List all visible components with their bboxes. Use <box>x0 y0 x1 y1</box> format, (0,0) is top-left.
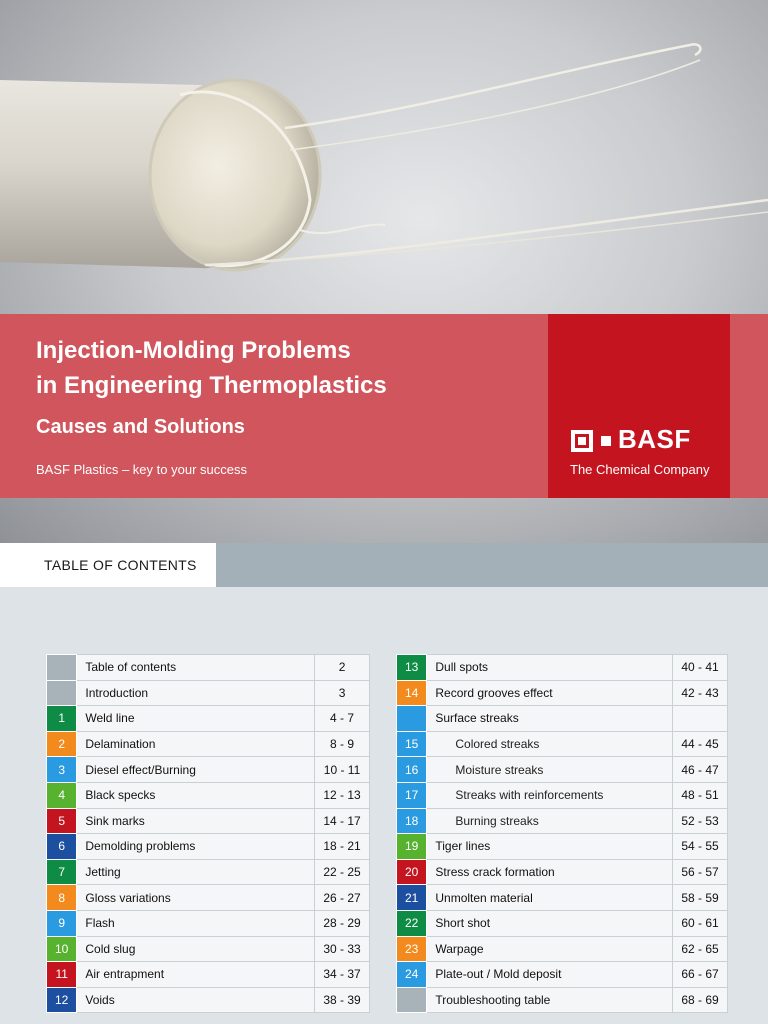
chapter-number-badge: 23 <box>397 936 427 962</box>
toc-row[interactable] <box>397 834 728 860</box>
chapter-title[interactable]: Weld line <box>77 706 315 732</box>
chapter-title[interactable]: Streaks with reinforcements <box>427 782 673 808</box>
chapter-title[interactable]: Plate-out / Mold deposit <box>427 962 673 988</box>
chapter-pages: 2 <box>315 655 369 681</box>
chapter-number-badge: 5 <box>47 808 77 834</box>
basf-logo-subtitle: The Chemical Company <box>570 462 710 477</box>
toc-table-left <box>46 654 370 1013</box>
toc-row[interactable] <box>47 859 370 885</box>
chapter-pages: 44 - 45 <box>673 731 727 757</box>
chapter-title[interactable]: Jetting <box>77 859 315 885</box>
chapter-pages: 54 - 55 <box>673 834 727 860</box>
toc-row[interactable] <box>397 936 728 962</box>
toc-row[interactable] <box>47 910 370 936</box>
chapter-pages: 18 - 21 <box>315 834 369 860</box>
chapter-pages: 66 - 67 <box>673 962 727 988</box>
chapter-pages: 14 - 17 <box>315 808 369 834</box>
toc-row[interactable] <box>397 706 728 732</box>
basf-logo-text: BASF <box>618 424 691 454</box>
chapter-pages: 4 - 7 <box>315 706 369 732</box>
toc-row[interactable] <box>397 655 728 681</box>
toc-header-label: TABLE OF CONTENTS <box>44 557 197 573</box>
chapter-title[interactable]: Burning streaks <box>427 808 673 834</box>
toc-row[interactable] <box>47 655 370 681</box>
chapter-pages: 30 - 33 <box>315 936 369 962</box>
chapter-pages: 34 - 37 <box>315 962 369 988</box>
chapter-number-badge: 11 <box>47 962 77 988</box>
toc-row[interactable] <box>397 885 728 911</box>
chapter-title[interactable]: Air entrapment <box>77 962 315 988</box>
chapter-number-badge <box>47 655 77 681</box>
toc-row[interactable] <box>47 757 370 783</box>
toc-row[interactable] <box>397 731 728 757</box>
chapter-number-badge: 12 <box>47 987 77 1013</box>
chapter-number-badge: 6 <box>47 834 77 860</box>
chapter-title[interactable]: Table of contents <box>77 655 315 681</box>
chapter-number-badge: 13 <box>397 655 427 681</box>
chapter-title[interactable]: Flash <box>77 910 315 936</box>
tagline: BASF Plastics – key to your success <box>36 462 247 477</box>
toc-row[interactable] <box>47 987 370 1013</box>
chapter-title[interactable]: Diesel effect/Burning <box>77 757 315 783</box>
chapter-number-badge: 19 <box>397 834 427 860</box>
toc-row[interactable] <box>47 962 370 988</box>
chapter-number-badge: 7 <box>47 859 77 885</box>
chapter-title[interactable]: Surface streaks <box>427 706 673 732</box>
basf-logo-dot-icon <box>601 436 611 446</box>
chapter-number-badge <box>397 706 427 732</box>
chapter-title[interactable]: Gloss variations <box>77 885 315 911</box>
toc-row[interactable] <box>47 731 370 757</box>
toc-row[interactable] <box>47 706 370 732</box>
toc-table-right <box>396 654 728 1013</box>
chapter-pages: 3 <box>315 680 369 706</box>
chapter-pages: 48 - 51 <box>673 782 727 808</box>
chapter-number-badge: 1 <box>47 706 77 732</box>
toc-row[interactable] <box>397 782 728 808</box>
chapter-title[interactable]: Dull spots <box>427 655 673 681</box>
chapter-pages: 58 - 59 <box>673 885 727 911</box>
toc-row[interactable] <box>397 859 728 885</box>
chapter-number-badge: 3 <box>47 757 77 783</box>
chapter-pages: 10 - 11 <box>315 757 369 783</box>
chapter-title[interactable]: Troubleshooting table <box>427 987 673 1013</box>
chapter-pages: 60 - 61 <box>673 910 727 936</box>
toc-row[interactable] <box>47 808 370 834</box>
chapter-pages: 38 - 39 <box>315 987 369 1013</box>
chapter-pages: 62 - 65 <box>673 936 727 962</box>
chapter-title[interactable]: Warpage <box>427 936 673 962</box>
toc-row[interactable] <box>397 962 728 988</box>
chapter-number-badge <box>397 987 427 1013</box>
chapter-pages: 42 - 43 <box>673 680 727 706</box>
title-line-2: in Engineering Thermoplastics <box>36 372 387 399</box>
chapter-pages <box>673 706 727 732</box>
chapter-title[interactable]: Short shot <box>427 910 673 936</box>
chapter-pages: 52 - 53 <box>673 808 727 834</box>
chapter-number-badge: 8 <box>47 885 77 911</box>
chapter-title[interactable]: Introduction <box>77 680 315 706</box>
toc-row[interactable] <box>397 680 728 706</box>
chapter-title[interactable]: Record grooves effect <box>427 680 673 706</box>
chapter-title[interactable]: Moisture streaks <box>427 757 673 783</box>
basf-logo-inner-square <box>578 437 586 445</box>
chapter-pages: 40 - 41 <box>673 655 727 681</box>
toc-row[interactable] <box>397 910 728 936</box>
chapter-number-badge: 22 <box>397 910 427 936</box>
chapter-number-badge: 4 <box>47 782 77 808</box>
toc-row[interactable] <box>397 757 728 783</box>
chapter-pages: 56 - 57 <box>673 859 727 885</box>
chapter-title[interactable]: Sink marks <box>77 808 315 834</box>
chapter-pages: 8 - 9 <box>315 731 369 757</box>
toc-row[interactable] <box>397 987 728 1013</box>
chapter-number-badge: 2 <box>47 731 77 757</box>
subtitle: Causes and Solutions <box>36 416 245 438</box>
toc-row[interactable] <box>47 834 370 860</box>
chapter-pages: 68 - 69 <box>673 987 727 1013</box>
toc-row[interactable] <box>47 885 370 911</box>
chapter-title[interactable]: Unmolten material <box>427 885 673 911</box>
chapter-number-badge: 21 <box>397 885 427 911</box>
chapter-number-badge: 20 <box>397 859 427 885</box>
chapter-number-badge: 18 <box>397 808 427 834</box>
chapter-number-badge: 9 <box>47 910 77 936</box>
chapter-number-badge: 15 <box>397 731 427 757</box>
chapter-title[interactable]: Colored streaks <box>427 731 673 757</box>
chapter-pages: 22 - 25 <box>315 859 369 885</box>
chapter-title[interactable]: Voids <box>77 987 315 1013</box>
toc-row[interactable] <box>47 936 370 962</box>
chapter-title[interactable]: Black specks <box>77 782 315 808</box>
chapter-number-badge: 17 <box>397 782 427 808</box>
title-line-1: Injection-Molding Problems <box>36 337 351 364</box>
chapter-pages: 26 - 27 <box>315 885 369 911</box>
toc-row[interactable] <box>47 782 370 808</box>
chapter-title[interactable]: Tiger lines <box>427 834 673 860</box>
chapter-title[interactable]: Cold slug <box>77 936 315 962</box>
chapter-title[interactable]: Delamination <box>77 731 315 757</box>
chapter-number-badge: 24 <box>397 962 427 988</box>
chapter-pages: 46 - 47 <box>673 757 727 783</box>
chapter-title[interactable]: Stress crack formation <box>427 859 673 885</box>
toc-row[interactable] <box>47 680 370 706</box>
chapter-pages: 12 - 13 <box>315 782 369 808</box>
chapter-pages: 28 - 29 <box>315 910 369 936</box>
chapter-number-badge: 14 <box>397 680 427 706</box>
chapter-number-badge: 10 <box>47 936 77 962</box>
chapter-number-badge <box>47 680 77 706</box>
chapter-number-badge: 16 <box>397 757 427 783</box>
chapter-title[interactable]: Demolding problems <box>77 834 315 860</box>
toc-row[interactable] <box>397 808 728 834</box>
